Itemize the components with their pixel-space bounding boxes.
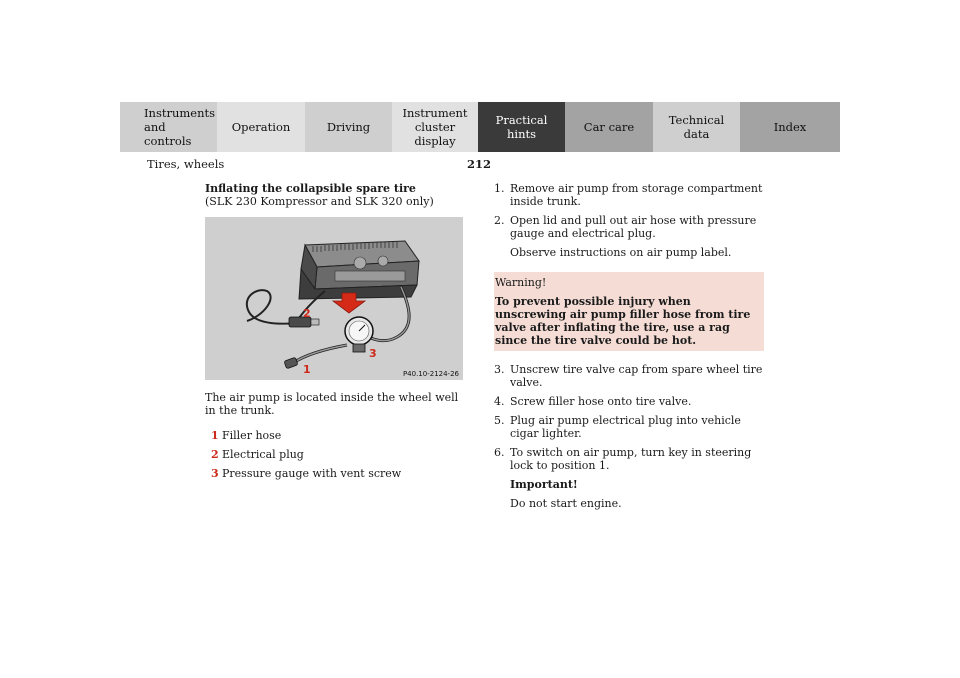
legend-number: 3: [211, 467, 219, 480]
subheading: (SLK 230 Kompressor and SLK 320 only): [205, 195, 434, 208]
tab-label: Index: [773, 120, 807, 134]
callout-3: 3: [369, 347, 377, 360]
step-text: To switch on air pump, turn key in steering lock to position 1.: [510, 446, 752, 472]
right-column-instructions: [494, 182, 764, 516]
step-number: 6.: [494, 446, 505, 459]
warning-body: To prevent possible injury when unscrewing air pump filler hose from tire valve after inflating the tire, use a rag since the tire valve could be hot.: [495, 295, 751, 347]
air-pump-illustration: [205, 217, 463, 380]
legend-text: Electrical plug: [222, 448, 304, 461]
step-text: Unscrew tire valve cap from spare wheel tire valve.: [510, 363, 763, 389]
air-pump-location-text: The air pump is located inside the wheel well in the trunk.: [205, 391, 459, 417]
tab-label: Car care: [583, 120, 635, 134]
instruction-step: [494, 395, 764, 408]
top-navigation: [120, 102, 840, 152]
tab-label: Instrument: [402, 106, 468, 120]
tab-technical-data[interactable]: [653, 102, 740, 152]
legend-item: [211, 429, 401, 448]
step-number: 4.: [494, 395, 505, 408]
important-title: Important!: [510, 478, 578, 491]
callout-2: 2: [303, 307, 311, 320]
tab-car-care[interactable]: [565, 102, 653, 152]
warning-box: [494, 272, 764, 351]
instruction-step: [494, 363, 764, 389]
tab-instrument-cluster-display[interactable]: [392, 102, 478, 152]
legend-item: [211, 467, 401, 486]
heading: Inflating the collapsible spare tire: [205, 182, 416, 195]
callout-1: 1: [303, 363, 311, 376]
figure-code: P40.10-2124-26: [402, 370, 459, 378]
tab-index[interactable]: [740, 102, 840, 152]
step-number: 2.: [494, 214, 505, 227]
step-number: 3.: [494, 363, 505, 376]
tab-operation[interactable]: [217, 102, 305, 152]
important-text: Do not start engine.: [510, 497, 622, 510]
tab-label: Instruments: [144, 106, 216, 120]
observe-note: Observe instructions on air pump label.: [510, 246, 732, 259]
step-number: 5.: [494, 414, 505, 427]
left-column-heading: [205, 182, 467, 208]
legend-number: 2: [211, 448, 219, 461]
instruction-step: [494, 182, 764, 208]
figure-legend: [211, 429, 401, 486]
instruction-step: [494, 446, 764, 472]
step-number: 1.: [494, 182, 505, 195]
legend-text: Pressure gauge with vent screw: [222, 467, 402, 480]
instruction-step: [494, 414, 764, 440]
tab-label: Practical hints: [495, 113, 548, 141]
section-title: Tires, wheels: [147, 157, 225, 171]
tab-label: Technical: [668, 113, 725, 127]
tab-label: and controls: [144, 120, 192, 148]
step-text: Screw filler hose onto tire valve.: [510, 395, 692, 408]
warning-title: Warning!: [495, 276, 547, 289]
page-number: 212: [467, 157, 492, 171]
tab-label: Driving: [326, 120, 371, 134]
tab-label: cluster display: [414, 120, 456, 148]
tab-instruments-and-controls[interactable]: [120, 102, 217, 152]
legend-item: [211, 448, 401, 467]
step-text: Remove air pump from storage compartment inside trunk.: [510, 182, 763, 208]
legend-text: Filler hose: [222, 429, 282, 442]
step-text: Open lid and pull out air hose with pressure gauge and electrical plug.: [510, 214, 757, 240]
step-text: Plug air pump electrical plug into vehicle cigar lighter.: [510, 414, 741, 440]
instruction-step: [494, 214, 764, 240]
tab-label: data: [683, 127, 710, 141]
tab-label: Operation: [231, 120, 291, 134]
legend-number: 1: [211, 429, 219, 442]
tab-driving[interactable]: [305, 102, 392, 152]
tab-practical-hints[interactable]: [478, 102, 565, 152]
